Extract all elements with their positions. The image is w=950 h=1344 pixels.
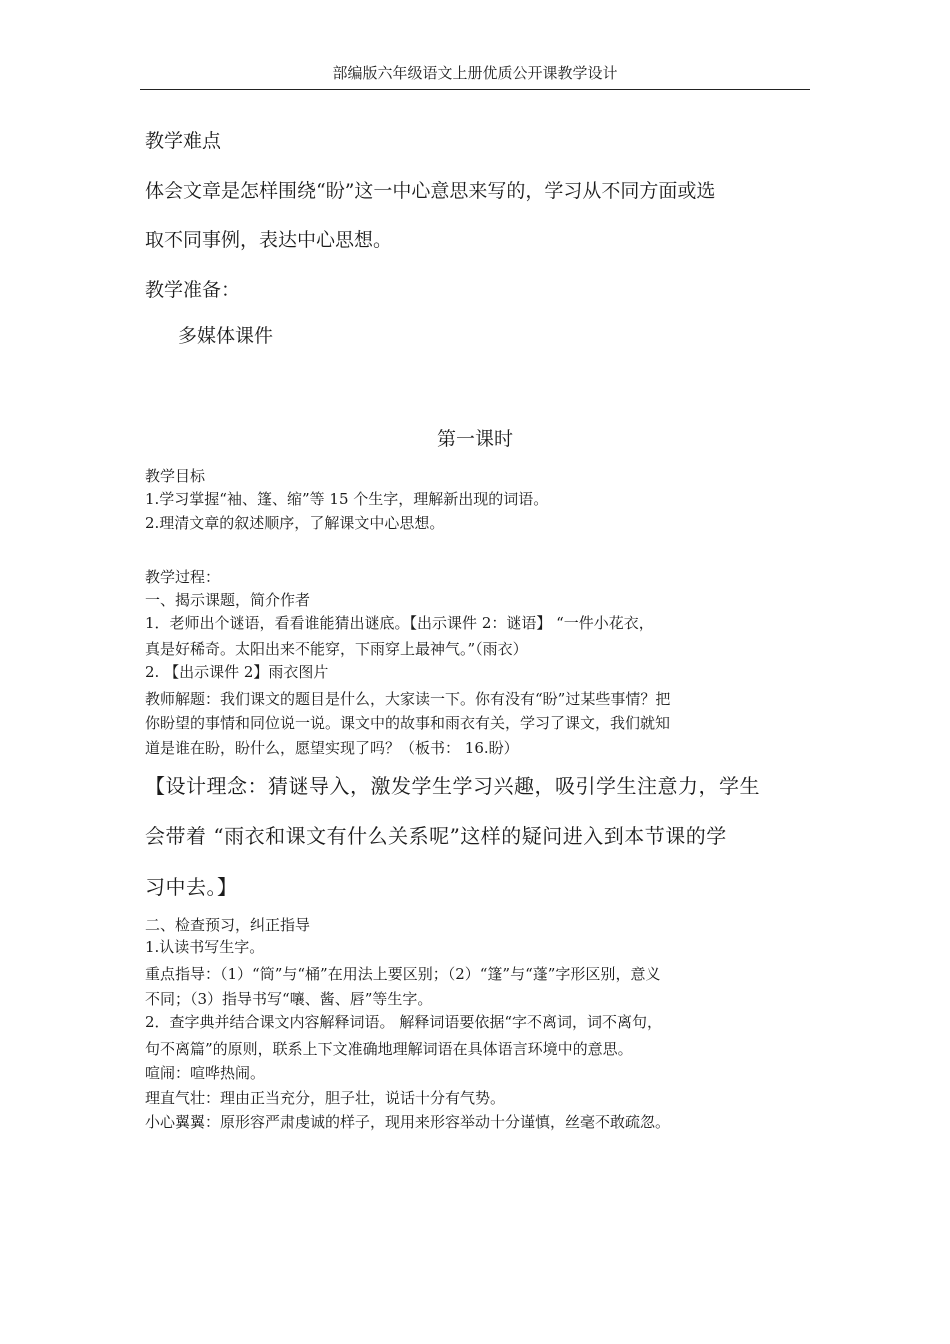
section-1-line: 1．老师出个谜语，看看谁能猜出谜底。【出示课件 2：谜语】 “一件小花衣， [145,614,654,632]
design-note-line: 会带着 “雨衣和课文有什么关系呢”这样的疑问进入到本节课的学 [145,824,727,848]
section-2-line: 不同；（3）指导书写“嚷、酱、唇”等生字。 [145,990,433,1008]
section-2-line: 1.认读书写生字。 [145,938,265,956]
section-1-line: 真是好稀奇。太阳出来不能穿，下雨穿上最神气。”（雨衣） [145,640,528,658]
section-2-line: 喧闹：喧哗热闹。 [145,1064,266,1082]
section-2-title: 二、检查预习，纠正指导 [145,916,311,934]
difficulty-line-2: 取不同事例，表达中心思想。 [145,229,393,251]
section-2-line: 2．查字典并结合课文内容解释词语。 解释词语要依据“字不离词，词不离句， [145,1013,662,1031]
section-1-line: 2. 【出示课件 2】雨衣图片 [145,663,329,681]
prep-heading: 教学准备： [145,279,241,301]
goal-item: 1.学习掌握“袖、篷、缩”等 15 个生字，理解新出现的词语。 [145,490,549,508]
process-heading: 教学过程： [145,568,221,586]
lesson-title: 第一课时 [436,428,513,450]
section-2-line: 小心翼翼：原形容严肃虔诚的样子，现用来形容举动十分谨慎，丝毫不敢疏忽。 [145,1113,671,1131]
section-1-title: 一、揭示课题，简介作者 [145,591,311,609]
section-2-line: 重点指导：（1）“筒”与“桶”在用法上要区别；（2）“篷”与“蓬”字形区别，意义 [145,965,661,983]
design-note-line: 习中去。】 [145,875,238,899]
page-header: 部编版六年级语文上册优质公开课教学设计 [140,62,810,90]
section-1-line: 你盼望的事情和同位说一说。课文中的故事和雨衣有关，学习了课文，我们就知 [145,714,671,732]
section-2-line: 理直气壮：理由正当充分，胆子壮，说话十分有气势。 [145,1089,506,1107]
section-1-line: 教师解题：我们课文的题目是什么，大家读一下。你有没有“盼”过某些事情？把 [145,690,671,708]
section-2-line: 句不离篇”的原则，联系上下文准确地理解词语在具体语言环境中的意思。 [145,1040,633,1058]
section-1-line: 道是谁在盼，盼什么，愿望实现了吗？（板书： 16.盼） [145,739,519,757]
design-note-line: 【设计理念：猜谜导入，激发学生学习兴趣，吸引学生注意力，学生 [145,774,760,798]
prep-item: 多媒体课件 [178,325,274,347]
goal-item: 2.理清文章的叙述顺序，了解课文中心思想。 [145,514,445,532]
difficulty-heading: 教学难点 [145,130,222,152]
difficulty-line-1: 体会文章是怎样围绕“盼”这一中心意思来写的，学习从不同方面或选 [145,180,716,202]
goals-heading: 教学目标 [145,467,206,485]
